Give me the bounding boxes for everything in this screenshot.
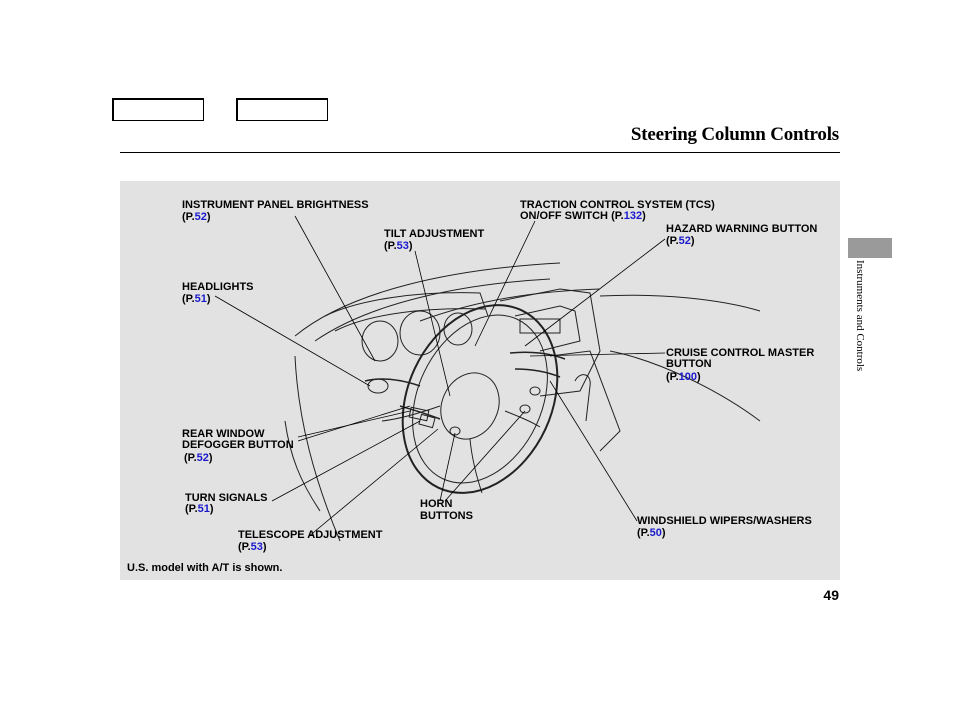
- section-tab-marker: [848, 238, 892, 258]
- ref-telescope: (P.53): [238, 541, 267, 553]
- callout-telescope: TELESCOPE ADJUSTMENT: [238, 529, 383, 541]
- ref-turn-signals: (P.51): [185, 503, 214, 515]
- next-page-button[interactable]: [236, 98, 328, 121]
- page-link[interactable]: 51: [194, 293, 207, 305]
- ref-tilt-adjustment: (P.53): [384, 240, 413, 252]
- title-rule: [120, 152, 840, 153]
- page-title: Steering Column Controls: [630, 124, 839, 145]
- callout-rear-defogger: REAR WINDOW: [182, 428, 265, 440]
- page-link[interactable]: 52: [678, 235, 691, 247]
- diagram-panel: [120, 181, 840, 580]
- ref-headlights: (P.51): [182, 293, 211, 305]
- page-link[interactable]: 50: [649, 527, 662, 539]
- page-link[interactable]: 52: [194, 211, 207, 223]
- section-label: Instruments and Controls: [854, 260, 866, 372]
- ref-rear-defogger: (P.52): [184, 452, 213, 464]
- callout-turn-signals: TURN SIGNALS: [185, 492, 268, 504]
- callout-traction-control: TRACTION CONTROL SYSTEM (TCS): [520, 199, 715, 211]
- callout-horn: HORN: [420, 498, 453, 510]
- ref-cruise-control: (P.100): [666, 371, 701, 383]
- callout-cruise-control-line2: BUTTON: [666, 358, 712, 370]
- callout-headlights: HEADLIGHTS: [182, 281, 254, 293]
- callout-cruise-control: CRUISE CONTROL MASTER: [666, 347, 815, 359]
- page-link[interactable]: 53: [250, 541, 263, 553]
- callout-tilt-adjustment: TILT ADJUSTMENT: [384, 228, 485, 240]
- callout-rear-defogger-line2: DEFOGGER BUTTON: [182, 439, 294, 451]
- previous-page-button[interactable]: [112, 98, 204, 121]
- callout-traction-control-line2: ON/OFF SWITCH (P.132): [520, 210, 646, 222]
- callout-instrument-panel-brightness: INSTRUMENT PANEL BRIGHTNESS: [182, 199, 369, 211]
- model-note: U.S. model with A/T is shown.: [127, 562, 283, 574]
- callout-hazard-warning: HAZARD WARNING BUTTON: [666, 223, 818, 235]
- ref-wipers: (P.50): [637, 527, 666, 539]
- page-link[interactable]: 132: [623, 210, 643, 222]
- page-link[interactable]: 100: [678, 371, 697, 383]
- callout-horn-line2: BUTTONS: [420, 510, 473, 522]
- page-link[interactable]: 51: [197, 503, 210, 515]
- page-link[interactable]: 52: [196, 452, 209, 464]
- callout-wipers: WINDSHIELD WIPERS/WASHERS: [637, 515, 812, 527]
- ref-instrument-panel-brightness: (P.52): [182, 211, 211, 223]
- page-number: 49: [823, 587, 839, 603]
- page-link[interactable]: 53: [396, 240, 409, 252]
- ref-hazard-warning: (P.52): [666, 235, 695, 247]
